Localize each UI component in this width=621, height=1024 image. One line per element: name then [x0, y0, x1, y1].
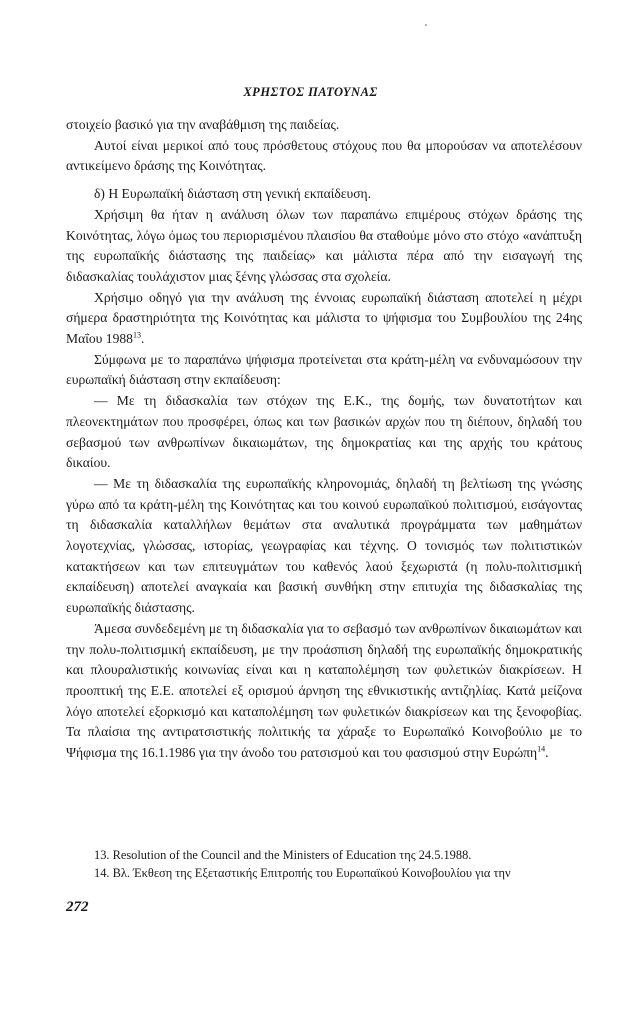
paragraph-5-text: Χρήσιμο οδηγό για την ανάλυση της έννοιας ευρωπαϊκή διάσταση αποτελεί η μέχρι σήμερα δραστηριότητα της Κοινότητας και μάλιστα το ψήφισμα του Συμβουλίου της 24ης Μαΐου 1988	[66, 289, 582, 347]
page-number: 272	[66, 899, 89, 915]
paragraph-2: Αυτοί είναι μερικοί από τους πρόσθετους στόχους που θα μπορούσαν να αποτελέσουν αντικείμενο δράσης της Κοινότητας.	[66, 137, 582, 174]
footnote-ref-14[interactable]: 14	[537, 744, 546, 754]
footnote-13: 13. Resolution of the Council and the Ministers of Education της 24.5.1988.	[94, 848, 472, 862]
running-head: ΧΡΗΣΤΟΣ ΠΑΤΟΥΝΑΣ	[243, 85, 378, 99]
paragraph-6: Σύμφωνα με το παραπάνω ψήφισμα προτείνεται στα κράτη-μέλη να ενδυναμώσουν την ευρωπαϊκή διάσταση στην εκπαίδευση:	[66, 351, 582, 388]
section-heading-d: δ) Η Ευρωπαϊκή διάσταση στη γενική εκπαίδευση.	[94, 186, 372, 202]
paragraph-9-text: Άμεσα συνδεδεμένη με τη διδασκαλία για το σεβασμό των ανθρωπίνων δικαιωμάτων και την πολυ-πολιτισμική εκπαίδευση, με την προάσπιση δηλαδή της ευρωπαϊκής δημοκρατικής και πλουραλιστικής κοινωνίας είναι και η καταπολέμηση των φυλετικών διακρίσεων. Η προοπτική της Ε.Ε. αποτελεί εξ ορισμού άρνηση της εθνικιστικής αντιζηλίας. Κατά μείζονα λόγο αποτελεί εξορκισμό και καταπολέμηση των φυλετικών διακρίσεων και της ξενοφοβίας. Τα πλαίσια της αντιρατσιστικής πολιτικής τα χάραξε το Ευρωπαϊκό Κοινοβούλιο με το Ψήφισμα της 16.1.1986 για την άνοδο του ρατσισμού και του φασισμού στην Ευρώπη	[66, 620, 582, 761]
footnotes	[66, 847, 582, 882]
paragraph-1: στοιχείο βασικό για την αναβάθμιση της παιδείας.	[66, 117, 340, 132]
paragraph-9	[66, 619, 582, 764]
body-text	[66, 115, 582, 764]
footnote-14: 14. Βλ. Έκθεση της Εξεταστικής Επιτροπής του Ευρωπαϊκού Κοινοβουλίου για την	[94, 865, 511, 880]
footnote-ref-13[interactable]: 13	[132, 330, 141, 340]
paragraph-7: — Με τη διδασκαλία των στόχων της Ε.Κ., της δομής, των δυνατοτήτων και πλεονεκτημάτων που προσφέρει, όπως και των βασικών αρχών που τη διέπουν, δηλαδή του σεβασμού των ανθρωπίνων δικαιωμάτων, της δημοκρατίας και της αρχής του κράτους δικαίου.	[66, 393, 582, 471]
paragraph-4: Χρήσιμη θα ήταν η ανάλυση όλων των παραπάνω επιμέρους στόχων δράσης της Κοινότητας, λόγω όμως του περιορισμένου πλαισίου θα σταθούμε μόνο στο στόχο «ανάπτυξη της ευρωπαϊκής διάστασης της παιδείας» και μάλιστα πέρα από την εισαγωγή της διδασκαλίας τουλάχιστον μιας ξένης γλώσσας στα σχολεία.	[66, 206, 582, 284]
paragraph-8: — Με τη διδασκαλία της ευρωπαϊκής κληρονομιάς, δηλαδή τη βελτίωση της γνώσης γύρω από τα κράτη-μέλη της Κοινότητας και του κοινού ευρωπαϊκού πολιτισμού, εισάγοντας τη διδασκαλία καταλλήλων θεμάτων στα αναλυτικά προγράμματα των μαθημάτων λογοτεχνίας, γλώσσας, ιστορίας, γεωγραφίας και τέχνης. Ο τονισμός των πολιτιστικών κατακτήσεων και των επιτευγμάτων του καθενός λαού ξεχωριστά (η πολυ-πολιτισμική εκπαίδευση) αποτελεί αναγκαία και βασική συνθήκη στην επιτυχία της διδασκαλίας της ευρωπαϊκής διάστασης.	[66, 475, 582, 616]
paragraph-5-end: .	[140, 331, 145, 347]
scan-speck	[425, 24, 427, 26]
paragraph-5	[66, 288, 582, 350]
paragraph-9-end: .	[545, 745, 549, 761]
